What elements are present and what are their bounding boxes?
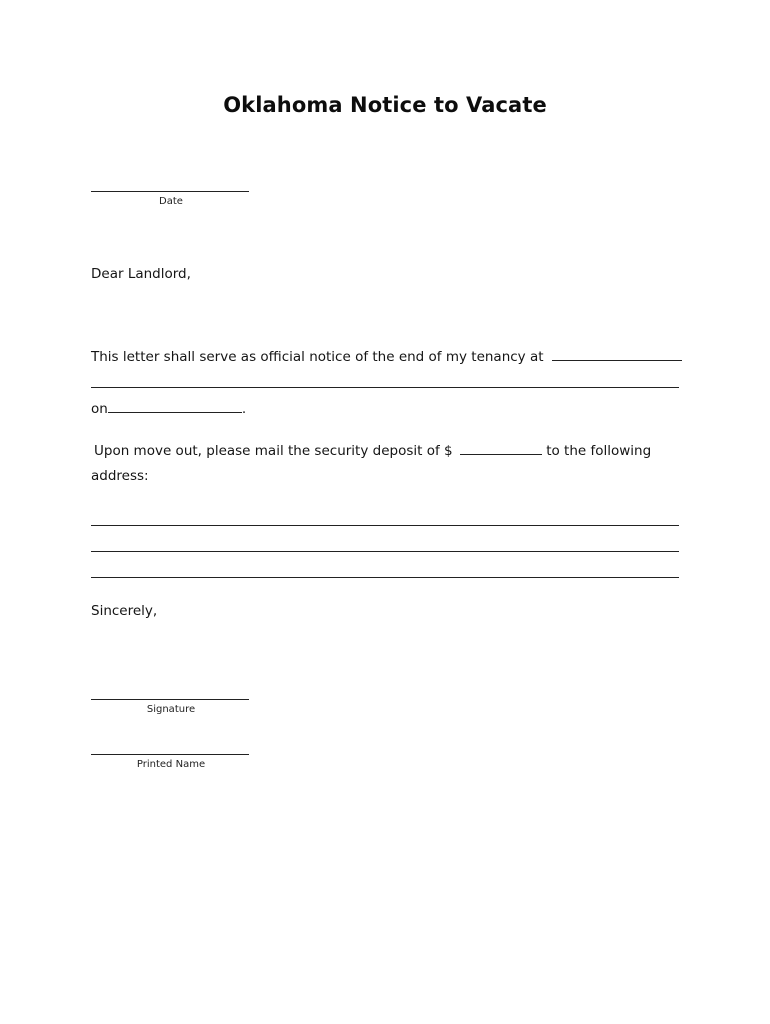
printed-name-line[interactable]	[91, 744, 249, 755]
paragraph-2-start: Upon move out, please mail the security deposit of $	[94, 443, 453, 459]
vacate-date-blank[interactable]	[108, 400, 242, 413]
paragraph-1-text: This letter shall serve as official notice of the end of my tenancy at	[91, 349, 544, 365]
deposit-amount-blank[interactable]	[460, 442, 542, 455]
printed-name-label: Printed Name	[136, 759, 206, 770]
signature-line[interactable]	[91, 689, 249, 700]
forwarding-address-line-3[interactable]	[91, 577, 679, 578]
paragraph-1-line-1	[91, 348, 682, 365]
signature-label: Signature	[146, 704, 196, 715]
document-title: Oklahoma Notice to Vacate	[223, 93, 547, 117]
tenancy-address-line-2[interactable]	[91, 387, 679, 388]
date-block	[91, 181, 251, 207]
paragraph-2-end: to the following	[546, 443, 652, 459]
paragraph-2-line-2: address:	[91, 468, 149, 484]
period: .	[241, 401, 247, 417]
forwarding-address-line-1[interactable]	[91, 525, 679, 526]
date-line[interactable]	[91, 181, 249, 192]
paragraph-1-line-3	[91, 400, 246, 417]
date-label: Date	[159, 196, 183, 207]
printed-name-block	[91, 744, 251, 770]
forwarding-address-line-2[interactable]	[91, 551, 679, 552]
salutation: Dear Landlord,	[91, 266, 191, 282]
closing: Sincerely,	[91, 603, 158, 619]
paragraph-2-line-1	[94, 442, 651, 459]
on-label: on	[91, 401, 108, 417]
tenancy-address-blank[interactable]	[552, 348, 682, 361]
signature-block	[91, 689, 251, 715]
